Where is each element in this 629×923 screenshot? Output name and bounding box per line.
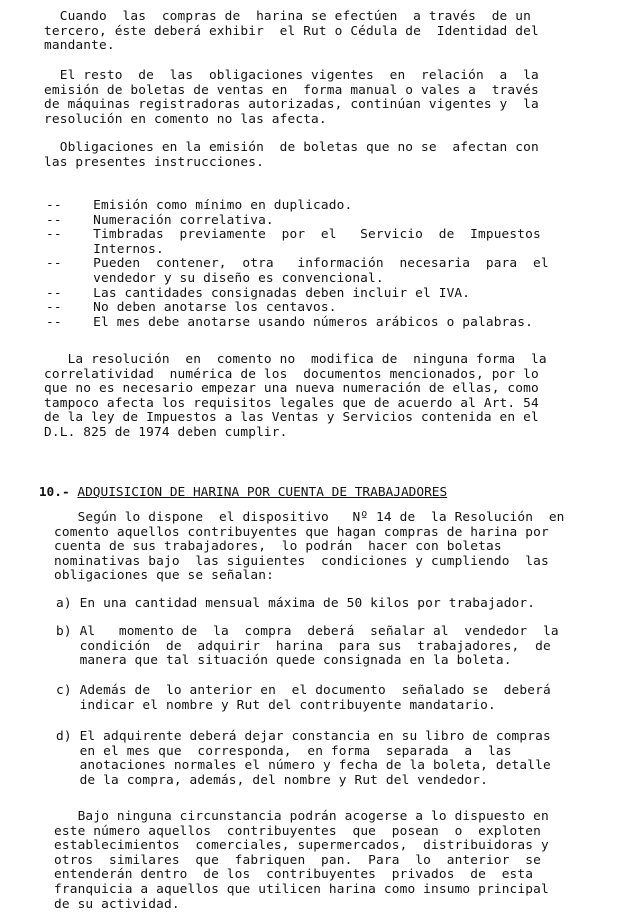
paragraph-resolucion: La resolución en comento no modifica de ninguna forma la correlatividad numérica de los documentos mencionados, por lo que no es necesario empezar una nueva numeración de ellas, como tampoco afecta los requisitos legales que de acuerdo al Art. 54 de la ley de Impuestos a las Ventas y Servicios contenida en el D.L. 825 de 1974 deben cumplir. [44,352,547,440]
list-obligaciones: -- Emisión como mínimo en duplicado. -- Numeración correlativa. -- Timbradas previamente por el Servicio de Impuestos Internos. -- Pueden contener, otra información necesaria para el vendedor y su diseño es convencional. -- Las cantidades consignadas deben incluir el IVA. -- No deben anotarse los centavos. -- El mes debe anotarse usando números arábicos o palabras. [46,198,549,330]
paragraph-obligaciones-intro: Obligaciones en la emisión de boletas que no se afectan con las presentes instrucciones. [44,140,539,170]
paragraph-segun: Según lo dispone el dispositivo Nº 14 de la Resolución en comento aquellos contribuyentes que hagan compras de harina por cuenta de sus trabajadores, lo podrán hacer con boletas nominativas bajo las siguientes condiciones y cumpliendo las obligaciones que se señalan: [54,510,565,584]
section-number: 10.- [38,485,70,500]
list-item-c: c) Además de lo anterior en el documento señalado se deberá indicar el nombre y Rut del contribuyente mandatario. [56,683,551,713]
paragraph-resto-obligaciones: El resto de las obligaciones vigentes en relación a la emisión de boletas de ventas en forma manual o vales a través de máquinas registradoras autorizadas, continúan vigentes y la resolución en comento no las afecta. [44,68,539,127]
list-item-d: d) El adquirente deberá dejar constancia en su libro de compras en el mes que corresponda, en forma separada a las anotaciones normales el número y fecha de la boleta, detalle de la compra, además, del nombre y Rut del vendedor. [56,729,551,788]
paragraph-tercero: Cuando las compras de harina se efectúen a través de un tercero, éste deberá exhibir el Rut o Cédula de Identidad del mandante. [44,9,539,54]
section-heading [8,470,447,515]
list-item-b: b) Al momento de la compra deberá señalar al vendedor la condición de adquirir harina para sus trabajadores, de manera que tal situación quede consignada en la boleta. [56,624,559,669]
section-title: ADQUISICION DE HARINA POR CUENTA DE TRABAJADORES [77,485,448,500]
list-item-a: a) En una cantidad mensual máxima de 50 kilos por trabajador. [56,596,536,611]
paragraph-bajo-ninguna: Bajo ninguna circunstancia podrán acogerse a lo dispuesto en este número aquellos contribuyentes que posean o exploten establecimientos comerciales, supermercados, distribuidoras y otros similares que fabriquen pan. Para lo anterior se entenderán dentro de los contribuyentes privados de esta franquicia a aquellos que utilicen harina como insumo principal de su actividad. [54,809,549,912]
